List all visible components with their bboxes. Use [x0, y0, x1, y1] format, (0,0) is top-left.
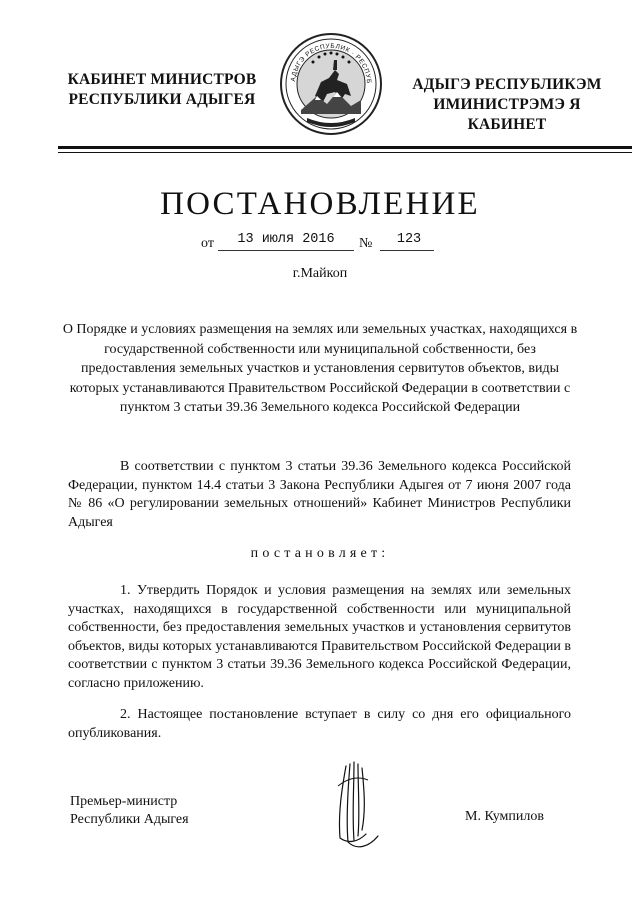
issuer-line-1: КАБИНЕТ МИНИСТРОВ	[67, 71, 257, 88]
number-underline	[380, 250, 434, 251]
date-value: 13 июля 2016	[237, 232, 335, 247]
resolution-item-1	[68, 582, 571, 693]
date-underline	[218, 250, 354, 251]
document-title: ПОСТАНОВЛЕНИЕ	[160, 186, 480, 222]
preamble	[68, 458, 571, 532]
signatory-title-line-2: Республики Адыгея	[70, 812, 189, 827]
resolves-heading: постановляет:	[250, 546, 390, 561]
header-divider-thick	[58, 146, 632, 149]
date-prefix: от	[201, 236, 214, 251]
resolution-item-2-text: 2. Настоящее постановление вступает в силу со дня его официального опубликования.	[68, 707, 571, 741]
number-prefix: №	[359, 236, 373, 251]
signatory-name: М. Кумпилов	[465, 809, 544, 824]
resolution-item-1-text: 1. Утвердить Порядок и условия размещения на землях или земельных участках, находящихся в государственной собственности или муниципальной собственности, без предоставления земельных участков и установления сервитутов объектов, виды которых устанавливаются Правительством Российской Федерации в соответствии с пунктом 3 статьи 39.36 Земельного кодекса Российской Федерации, согласно приложению.	[68, 583, 571, 691]
handwritten-signature	[318, 758, 388, 858]
coat-of-arms-icon	[277, 30, 385, 138]
svg-text:АДЫГЭ РЕСПУБЛИК · РЕСПУБЛИКА А: АДЫГЭ РЕСПУБЛИК · РЕСПУБ	[290, 42, 373, 85]
issuer-name-russian	[62, 70, 262, 110]
issuer-line-1-adyghe: АДЫГЭ РЕСПУБЛИКЭМ	[412, 76, 602, 93]
number-value: 123	[396, 232, 422, 247]
resolution-item-2	[68, 706, 571, 743]
issuer-line-2: РЕСПУБЛИКИ АДЫГЕЯ	[68, 91, 256, 108]
city: г.Майкоп	[292, 266, 348, 281]
header-divider-thin	[58, 152, 632, 153]
issuer-name-adyghe	[392, 75, 622, 135]
signatory-title	[70, 793, 189, 829]
preamble-text: В соответствии с пунктом 3 статьи 39.36 Земельного кодекса Российской Федерации, пунктом 14.4 статьи 3 Закона Республики Адыгея от 7 июня 2007 года № 86 «О регулировании земельных отношений» Кабинет Министров Республики Адыгея	[68, 459, 571, 530]
document-subject: О Порядке и условиях размещения на землях или земельных участках, находящихся в государственной собственности или муниципальной собственности, без предоставления земельных участков и установления сервитутов объектов, виды которых устанавливаются Правительством Российской Федерации в соответствии с пунктом 3 статьи 39.36 Земельного кодекса Российской Федерации	[62, 322, 578, 415]
issuer-line-2-adyghe: ИМИНИСТРЭМЭ Я КАБИНЕТ	[433, 96, 581, 133]
signatory-title-line-1: Премьер-министр	[70, 794, 178, 809]
